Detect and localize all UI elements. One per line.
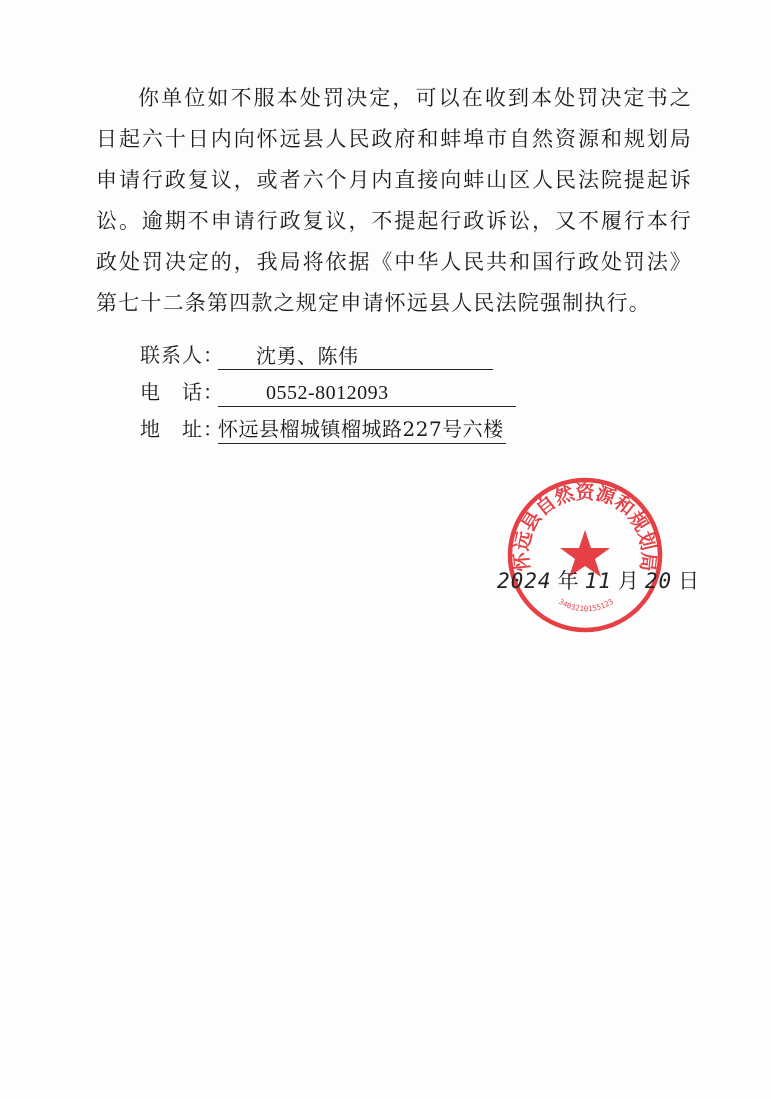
phone-row bbox=[140, 377, 516, 407]
date-year-char: 年 bbox=[557, 569, 579, 593]
appeal-notice-paragraph: 你单位如不服本处罚决定，可以在收到本处罚决定书之日起六十日内向怀远县人民政府和蚌埠市自然资源和规划局申请行政复议，或者六个月内直接向蚌山区人民法院提起诉讼。逾期不申请行政复议，不提起行政诉讼，又不履行本行政处罚决定的，我局将依据《中华人民共和国行政处罚法》第七十二条第四款之规定申请怀远县人民法院强制执行。 bbox=[96, 86, 692, 315]
official-seal-icon bbox=[504, 474, 666, 636]
address-row bbox=[140, 414, 506, 444]
date-year: 2024 bbox=[497, 569, 552, 593]
date-day: 20 bbox=[644, 569, 673, 593]
contact-person-value: 沈勇、陈伟 bbox=[218, 342, 493, 370]
date-month-char: 月 bbox=[617, 569, 639, 593]
date-day-char: 日 bbox=[678, 569, 700, 593]
signature-date bbox=[497, 565, 705, 595]
svg-text:3403210155123: 3403210155123 bbox=[557, 596, 615, 614]
phone-label: 电 话： bbox=[140, 380, 224, 404]
svg-text:怀远县自然资源和规划局: 怀远县自然资源和规划局 bbox=[510, 481, 660, 573]
date-month: 11 bbox=[584, 569, 612, 593]
contact-person-label: 联系人： bbox=[140, 343, 224, 367]
phone-value: 0552-8012093 bbox=[218, 379, 516, 407]
address-label: 地 址： bbox=[140, 417, 224, 441]
contact-person-row bbox=[140, 340, 493, 370]
address-value: 怀远县榴城镇榴城路227号六楼 bbox=[218, 415, 506, 444]
